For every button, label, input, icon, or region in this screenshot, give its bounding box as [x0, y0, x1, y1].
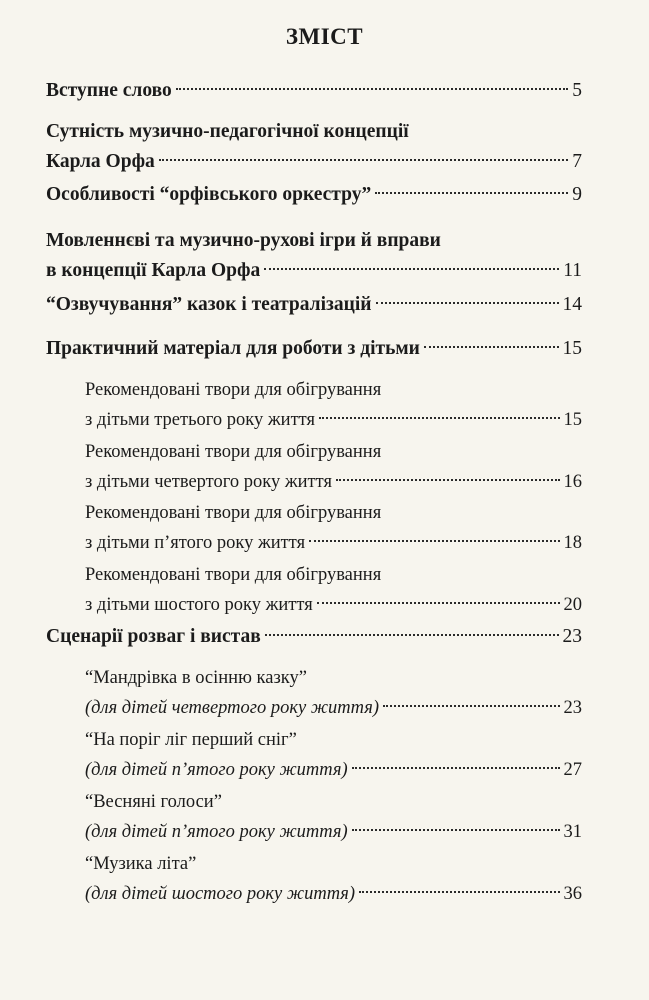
toc-entry-title: Вступне слово [46, 80, 172, 101]
toc-page-number: 11 [563, 260, 582, 281]
toc-page-number: 18 [563, 533, 582, 553]
toc-page-number: 27 [563, 760, 582, 780]
toc-entry-intro [46, 76, 582, 106]
dot-leader [424, 346, 559, 348]
toc-subentry-sixth-year [85, 560, 582, 620]
toc-entry-title: (для дітей шостого року життя) [85, 884, 356, 904]
toc-page-number: 15 [563, 410, 582, 430]
dot-leader [317, 602, 560, 604]
toc-entry-title: Практичний матеріал для роботи з дітьми [46, 338, 420, 359]
toc-subentry-first-snow [85, 725, 582, 785]
toc-entry-practical [46, 334, 582, 364]
toc-entry-row [85, 467, 582, 497]
toc-entry-row [46, 622, 582, 652]
dot-leader [359, 891, 559, 893]
toc-page-number: 20 [563, 595, 582, 615]
toc-entry-row [85, 528, 582, 558]
toc-entry-title-line1: “Музика літа” [85, 854, 197, 874]
toc-page-number: 31 [563, 822, 582, 842]
toc-page-number: 23 [562, 626, 582, 647]
toc-entry-title: (для дітей п’ятого року життя) [85, 760, 348, 780]
toc-entry-row [85, 755, 582, 785]
toc-entry-title-line1: Рекомендовані твори для обігрування [85, 380, 382, 400]
dot-leader [336, 479, 560, 481]
toc-entry-row [85, 879, 582, 909]
toc-page-number: 23 [563, 698, 582, 718]
toc-entry-title-line1: Рекомендовані твори для обігрування [85, 565, 382, 585]
toc-subentry-summer-music [85, 849, 582, 909]
toc-entry-row [85, 693, 582, 723]
toc-subentry-fifth-year [85, 498, 582, 558]
dot-leader [375, 192, 568, 194]
toc-subentry-third-year [85, 375, 582, 435]
toc-entry-row [46, 334, 582, 364]
toc-entry-row [85, 405, 582, 435]
toc-entry-row [85, 590, 582, 620]
toc-page-number: 14 [562, 294, 582, 315]
toc-entry-title: Карла Орфа [46, 151, 155, 172]
toc-entry-title: Сценарії розваг і вистав [46, 626, 261, 647]
dot-leader [352, 829, 560, 831]
toc-entry-title: з дітьми четвертого року життя [85, 472, 332, 492]
dot-leader [319, 417, 559, 419]
toc-entry-title: в концепції Карла Орфа [46, 260, 261, 281]
toc-entry-title: “Озвучування” казок і театралізацій [46, 294, 372, 315]
toc-entry-title: з дітьми п’ятого року життя [85, 533, 306, 553]
toc-entry-orchestra [46, 180, 582, 210]
toc-entry-title: з дітьми шостого року життя [85, 595, 313, 615]
toc-entry-essence [46, 117, 582, 177]
toc-entry-voicing [46, 290, 582, 320]
toc-entry-games [46, 226, 582, 286]
toc-entry-row [46, 256, 582, 286]
toc-entry-row [85, 817, 582, 847]
toc-entry-title-line1: “На поріг ліг перший сніг” [85, 730, 297, 750]
toc-entry-title: (для дітей четвертого року життя) [85, 698, 380, 718]
dot-leader [352, 767, 560, 769]
toc-entry-title-line1: Рекомендовані твори для обігрування [85, 442, 382, 462]
dot-leader [176, 88, 569, 90]
dot-leader [159, 159, 568, 161]
dot-leader [376, 302, 559, 304]
toc-entry-scenarios [46, 622, 582, 652]
toc-page-number: 36 [563, 884, 582, 904]
toc-entry-row [46, 76, 582, 106]
toc-subentry-spring-voices [85, 787, 582, 847]
toc-entry-title-line1: Рекомендовані твори для обігрування [85, 503, 382, 523]
toc-page-number: 9 [572, 184, 582, 205]
toc-entry-title-line1: “Мандрівка в осінню казку” [85, 668, 307, 688]
dot-leader [264, 268, 559, 270]
dot-leader [265, 634, 559, 636]
toc-entry-title-line1: Мовленнєві та музично-рухові ігри й вправи [46, 230, 441, 251]
toc-entry-title-line1: Сутність музично-педагогічної концепції [46, 121, 409, 142]
toc-entry-row [46, 290, 582, 320]
toc-entry-title-line1: “Весняні голоси” [85, 792, 222, 812]
toc-entry-row [46, 180, 582, 210]
toc-entry-title: Особливості “орфівського оркестру” [46, 184, 372, 205]
toc-entry-row [46, 147, 582, 177]
toc-page-number: 15 [562, 338, 582, 359]
dot-leader [383, 705, 559, 707]
toc-entry-title: з дітьми третього року життя [85, 410, 316, 430]
toc-subentry-autumn-tale [85, 663, 582, 723]
toc-page-number: 16 [563, 472, 582, 492]
toc-page-number: 7 [572, 151, 582, 172]
toc-entry-title: (для дітей п’ятого року життя) [85, 822, 348, 842]
page-title: ЗМІСТ [285, 24, 364, 49]
dot-leader [309, 540, 559, 542]
toc-page-number: 5 [572, 80, 582, 101]
toc-subentry-fourth-year [85, 437, 582, 497]
